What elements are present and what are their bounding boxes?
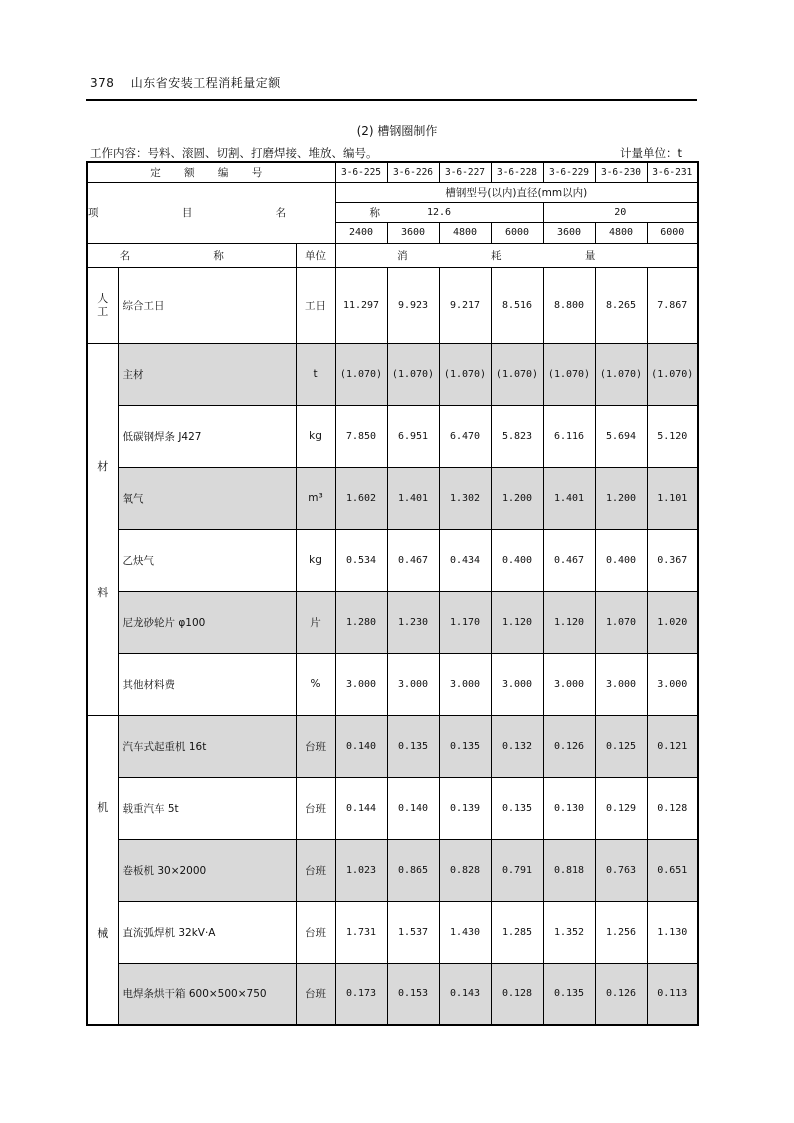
consumption-value: (1.070) bbox=[387, 343, 439, 405]
diameter: 2400 bbox=[335, 222, 387, 243]
resource-name: 电焊条烘干箱 600×500×750 bbox=[118, 963, 296, 1025]
quota-code: 3-6-230 bbox=[595, 162, 647, 182]
consumption-value: 1.731 bbox=[335, 901, 387, 963]
consumption-value: 0.400 bbox=[491, 529, 543, 591]
diameter: 6000 bbox=[647, 222, 698, 243]
consumption-value: 3.000 bbox=[647, 653, 698, 715]
resource-name: 卷板机 30×2000 bbox=[118, 839, 296, 901]
consumption-value: 0.144 bbox=[335, 777, 387, 839]
resource-unit: 台班 bbox=[296, 777, 335, 839]
diameter: 3600 bbox=[387, 222, 439, 243]
consumption-value: 6.116 bbox=[543, 405, 595, 467]
resource-name: 主材 bbox=[118, 343, 296, 405]
resource-unit: 工日 bbox=[296, 267, 335, 343]
consumption-value: 0.139 bbox=[439, 777, 491, 839]
resource-name: 载重汽车 5t bbox=[118, 777, 296, 839]
consumption-value: 5.120 bbox=[647, 405, 698, 467]
consumption-value: 8.265 bbox=[595, 267, 647, 343]
consumption-value: 0.135 bbox=[439, 715, 491, 777]
table-row bbox=[87, 591, 698, 653]
consumption-value: 1.170 bbox=[439, 591, 491, 653]
consumption-value: 0.128 bbox=[647, 777, 698, 839]
category-cell bbox=[87, 267, 118, 343]
resource-unit: kg bbox=[296, 405, 335, 467]
resource-unit: m³ bbox=[296, 467, 335, 529]
section-title: (2) 槽钢圈制作 bbox=[356, 124, 438, 138]
consumption-value: 0.125 bbox=[595, 715, 647, 777]
consumption-value: 1.401 bbox=[387, 467, 439, 529]
table-row bbox=[87, 653, 698, 715]
consumption-value: 5.823 bbox=[491, 405, 543, 467]
consumption-value: 0.400 bbox=[595, 529, 647, 591]
consumption-value: (1.070) bbox=[543, 343, 595, 405]
table-row bbox=[87, 839, 698, 901]
consumption-value: 0.132 bbox=[491, 715, 543, 777]
consumption-value: 9.217 bbox=[439, 267, 491, 343]
consumption-value: 7.867 bbox=[647, 267, 698, 343]
quota-code: 3-6-229 bbox=[543, 162, 595, 182]
category-cell bbox=[87, 343, 118, 715]
resource-unit: 台班 bbox=[296, 963, 335, 1025]
table-row bbox=[87, 963, 698, 1025]
resource-name: 直流弧焊机 32kV·A bbox=[118, 901, 296, 963]
consumption-value: 8.800 bbox=[543, 267, 595, 343]
consumption-value: 3.000 bbox=[595, 653, 647, 715]
measure-unit: 计量单位：t bbox=[619, 146, 682, 160]
consumption-value: 0.367 bbox=[647, 529, 698, 591]
book-title: 山东省安装工程消耗量定额 bbox=[130, 76, 281, 90]
consumption-value: 0.135 bbox=[387, 715, 439, 777]
quota-code: 3-6-226 bbox=[387, 162, 439, 182]
consumption-value: 0.467 bbox=[387, 529, 439, 591]
consumption-value: 0.140 bbox=[335, 715, 387, 777]
consumption-value: 0.135 bbox=[543, 963, 595, 1025]
consumption-value: 0.865 bbox=[387, 839, 439, 901]
consumption-value: 0.143 bbox=[439, 963, 491, 1025]
category-label: 机 bbox=[97, 800, 109, 814]
consumption-value: 1.020 bbox=[647, 591, 698, 653]
consumption-value: 1.302 bbox=[439, 467, 491, 529]
resource-name: 乙炔气 bbox=[118, 529, 296, 591]
item-name-label: 项 目 名 称 bbox=[87, 182, 335, 243]
consumption-value: 0.153 bbox=[387, 963, 439, 1025]
resource-name: 尼龙砂轮片 φ100 bbox=[118, 591, 296, 653]
diameter: 4800 bbox=[595, 222, 647, 243]
quota-code: 3-6-228 bbox=[491, 162, 543, 182]
consumption-value: 7.850 bbox=[335, 405, 387, 467]
resource-name: 其他材料费 bbox=[118, 653, 296, 715]
category-cell bbox=[87, 715, 118, 1025]
consumption-value: 1.200 bbox=[491, 467, 543, 529]
consumption-value: 1.023 bbox=[335, 839, 387, 901]
diameter: 4800 bbox=[439, 222, 491, 243]
consumption-value: 0.534 bbox=[335, 529, 387, 591]
consumption-value: 1.120 bbox=[491, 591, 543, 653]
category-label: 料 bbox=[97, 586, 109, 599]
consumption-value: 0.467 bbox=[543, 529, 595, 591]
header-rule bbox=[86, 99, 697, 101]
spec-label: 槽钢型号(以内)直径(mm以内) bbox=[335, 182, 698, 202]
consumption-value: 0.140 bbox=[387, 777, 439, 839]
consumption-value: 0.818 bbox=[543, 839, 595, 901]
consumption-value: 0.126 bbox=[595, 963, 647, 1025]
consumption-value: 1.120 bbox=[543, 591, 595, 653]
table-row bbox=[87, 901, 698, 963]
consumption-value: 0.121 bbox=[647, 715, 698, 777]
consumption-value: 0.434 bbox=[439, 529, 491, 591]
consumption-value: 1.070 bbox=[595, 591, 647, 653]
consumption-value: 3.000 bbox=[439, 653, 491, 715]
group-label: 20 bbox=[543, 202, 698, 222]
consumption-value: (1.070) bbox=[595, 343, 647, 405]
quota-table bbox=[86, 161, 699, 1026]
consumption-value: 0.113 bbox=[647, 963, 698, 1025]
consumption-value: 8.516 bbox=[491, 267, 543, 343]
resource-unit: % bbox=[296, 653, 335, 715]
consumption-value: 0.126 bbox=[543, 715, 595, 777]
consumption-value: 11.297 bbox=[335, 267, 387, 343]
consumption-value: 1.101 bbox=[647, 467, 698, 529]
consumption-value: 1.285 bbox=[491, 901, 543, 963]
category-label: 材 bbox=[97, 460, 109, 473]
consumption-value: 0.130 bbox=[543, 777, 595, 839]
page-number: 378 bbox=[90, 76, 115, 90]
consumption-value: 0.763 bbox=[595, 839, 647, 901]
category-label: 人工 bbox=[97, 292, 109, 318]
resource-unit: kg bbox=[296, 529, 335, 591]
resource-unit: 台班 bbox=[296, 901, 335, 963]
resource-unit: 台班 bbox=[296, 839, 335, 901]
table-row bbox=[87, 343, 698, 405]
consumption-value: 0.173 bbox=[335, 963, 387, 1025]
col-unit-label: 单位 bbox=[296, 243, 335, 267]
consumption-value: 3.000 bbox=[335, 653, 387, 715]
category-label: 械 bbox=[97, 926, 109, 940]
spec-row bbox=[87, 182, 698, 202]
consumption-value: 1.401 bbox=[543, 467, 595, 529]
consumption-value: 5.694 bbox=[595, 405, 647, 467]
consumption-value: 9.923 bbox=[387, 267, 439, 343]
table-row bbox=[87, 715, 698, 777]
page-header bbox=[90, 74, 281, 91]
code-row bbox=[87, 162, 698, 182]
consumption-value: 1.352 bbox=[543, 901, 595, 963]
resource-name: 汽车式起重机 16t bbox=[118, 715, 296, 777]
consumption-value: 1.256 bbox=[595, 901, 647, 963]
consumption-value: 1.430 bbox=[439, 901, 491, 963]
diameter: 6000 bbox=[491, 222, 543, 243]
consumption-value: 0.828 bbox=[439, 839, 491, 901]
consumption-value: 3.000 bbox=[543, 653, 595, 715]
consumption-value: (1.070) bbox=[491, 343, 543, 405]
table-row bbox=[87, 267, 698, 343]
consumption-value: (1.070) bbox=[335, 343, 387, 405]
resource-name: 低碳钢焊条 J427 bbox=[118, 405, 296, 467]
consumption-value: 0.129 bbox=[595, 777, 647, 839]
column-header-row bbox=[87, 243, 698, 267]
consumption-value: (1.070) bbox=[647, 343, 698, 405]
consumption-value: 1.230 bbox=[387, 591, 439, 653]
table-row bbox=[87, 529, 698, 591]
consumption-value: 6.470 bbox=[439, 405, 491, 467]
consumption-value: 1.130 bbox=[647, 901, 698, 963]
consumption-value: 3.000 bbox=[491, 653, 543, 715]
resource-name: 氧气 bbox=[118, 467, 296, 529]
quota-code: 3-6-227 bbox=[439, 162, 491, 182]
work-content: 工作内容：号料、滚圆、切割、打磨焊接、堆放、编号。 bbox=[90, 146, 378, 160]
col-name-label: 名 称 bbox=[87, 243, 296, 267]
diameter: 3600 bbox=[543, 222, 595, 243]
col-consumption-label: 消 耗 量 bbox=[335, 243, 698, 267]
quota-code-label: 定 额 编 号 bbox=[87, 162, 335, 182]
table-row bbox=[87, 405, 698, 467]
consumption-value: 3.000 bbox=[387, 653, 439, 715]
consumption-value: 1.602 bbox=[335, 467, 387, 529]
consumption-value: 1.537 bbox=[387, 901, 439, 963]
resource-unit: t bbox=[296, 343, 335, 405]
group-label: 12.6 bbox=[335, 202, 543, 222]
consumption-value: 0.651 bbox=[647, 839, 698, 901]
consumption-value: 1.280 bbox=[335, 591, 387, 653]
resource-name: 综合工日 bbox=[118, 267, 296, 343]
quota-code: 3-6-231 bbox=[647, 162, 698, 182]
table-row bbox=[87, 467, 698, 529]
consumption-value: 6.951 bbox=[387, 405, 439, 467]
consumption-value: 0.128 bbox=[491, 963, 543, 1025]
table-row bbox=[87, 777, 698, 839]
consumption-value: 0.791 bbox=[491, 839, 543, 901]
consumption-value: 0.135 bbox=[491, 777, 543, 839]
quota-code: 3-6-225 bbox=[335, 162, 387, 182]
consumption-value: (1.070) bbox=[439, 343, 491, 405]
resource-unit: 台班 bbox=[296, 715, 335, 777]
resource-unit: 片 bbox=[296, 591, 335, 653]
consumption-value: 1.200 bbox=[595, 467, 647, 529]
